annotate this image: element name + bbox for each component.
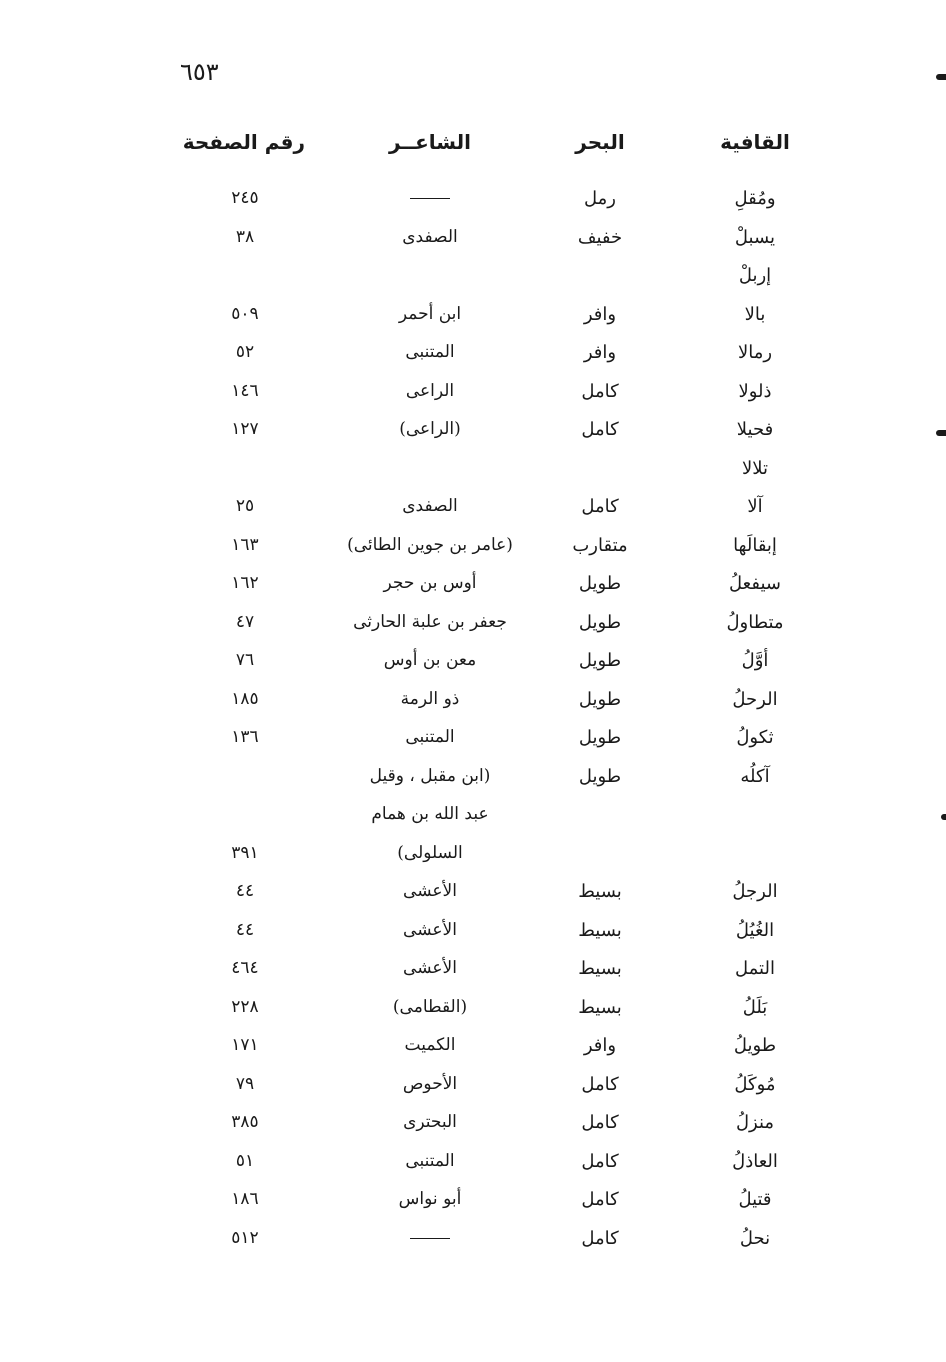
table-row — [0, 952, 946, 991]
table-row — [0, 1029, 946, 1068]
qafiya-cell: أوَّلُ — [741, 650, 769, 671]
poet-cell: عبد الله بن همام — [371, 804, 489, 824]
qafiya-cell: تلالا — [741, 457, 768, 479]
poet-cell: الأحوص — [402, 1073, 458, 1094]
bahr-cell: كامل — [581, 419, 619, 440]
page-cell: ١٧١ — [231, 1035, 259, 1055]
page-cell: ١٨٦ — [231, 1189, 259, 1209]
qafiya-cell: إربلْ — [738, 265, 772, 286]
poet-cell: المتنبى — [405, 1150, 455, 1171]
bahr-cell: كامل — [581, 380, 619, 402]
table-row — [0, 221, 946, 260]
qafiya-cell: متطاولُ — [726, 611, 784, 633]
poet-cell: الأعشى — [403, 919, 457, 940]
poet-cell: السلولى) — [397, 842, 463, 863]
page-cell: ٣٩١ — [231, 842, 259, 863]
qafiya-cell: قتيلُ — [738, 1189, 772, 1210]
page-cell: ٢٥ — [235, 496, 255, 516]
bahr-cell: بسيط — [578, 958, 622, 979]
qafiya-cell: فحيلا — [736, 419, 774, 440]
qafiya-cell: التمل — [735, 958, 775, 979]
poet-cell — [310, 188, 550, 208]
page-cell: ١٣٦ — [231, 727, 259, 747]
page-cell: ٢٢٨ — [231, 996, 259, 1017]
page-cell: ١٢٧ — [231, 419, 259, 439]
qafiya-cell: إبقالَها — [733, 534, 777, 556]
poet-cell: الأعشى — [403, 958, 457, 978]
qafiya-cell: الغُيُلُ — [735, 919, 775, 941]
bahr-cell: كامل — [581, 1227, 619, 1249]
table-row — [0, 490, 946, 529]
poet-cell: أبو نواس — [398, 1189, 462, 1209]
bahr-cell: رمل — [584, 188, 616, 209]
poet-cell: الراعى — [405, 380, 455, 401]
edge-mark — [936, 74, 946, 80]
table-row — [0, 1068, 946, 1107]
qafiya-cell: ثكولُ — [736, 727, 774, 748]
page-cell: ٤٤ — [235, 919, 255, 940]
bahr-cell: كامل — [581, 1073, 619, 1095]
table-row — [0, 606, 946, 645]
page-number: ٦٥٣ — [180, 58, 219, 86]
table-row — [0, 1145, 946, 1184]
page-cell: ٥١٢ — [231, 1227, 259, 1248]
qafiya-cell: آلا — [747, 496, 763, 517]
table-row — [0, 991, 946, 1030]
table-row — [0, 567, 946, 606]
bahr-cell: بسيط — [578, 881, 622, 902]
table-row — [0, 182, 946, 221]
bahr-cell: وافر — [583, 303, 617, 325]
table-row — [0, 375, 946, 414]
page-cell: ٣٨٥ — [231, 1112, 259, 1132]
page-cell: ١٦٢ — [231, 573, 259, 593]
table-row — [0, 1106, 946, 1145]
poet-cell: المتنبى — [405, 342, 455, 362]
dash-mark — [410, 198, 450, 199]
qafiya-cell: آكلُه — [740, 765, 770, 787]
bahr-cell: طويل — [578, 688, 622, 710]
bahr-cell: بسيط — [578, 919, 622, 941]
table-row — [0, 529, 946, 568]
table-row — [0, 1183, 946, 1222]
bahr-cell: طويل — [578, 611, 622, 633]
table-row — [0, 721, 946, 760]
table-row — [0, 259, 946, 298]
poet-cell: (ابن مقبل ، وقيل — [369, 765, 491, 786]
table-row — [0, 875, 946, 914]
page-cell: ٣٨ — [235, 226, 255, 247]
poet-cell: الكميت — [404, 1035, 456, 1055]
bahr-cell: وافر — [583, 342, 617, 363]
table-row — [0, 683, 946, 722]
page-cell: ٥٢ — [235, 342, 255, 362]
bahr-cell: كامل — [581, 496, 619, 517]
poet-cell: جعفر بن علبة الحارثى — [353, 611, 507, 632]
poet-cell: أوس بن حجر — [383, 573, 477, 593]
qafiya-cell: نحلُ — [739, 1227, 771, 1249]
poet-cell: الصفدى — [402, 496, 458, 516]
page-cell: ١٨٥ — [231, 688, 259, 709]
qafiya-cell: منزلُ — [735, 1112, 775, 1133]
qafiya-cell: طويلُ — [733, 1035, 777, 1056]
bahr-cell: طويل — [578, 727, 622, 748]
table-header — [0, 130, 946, 164]
qafiya-cell: سيفعلُ — [729, 573, 781, 594]
page-cell: ٧٩ — [235, 1073, 255, 1094]
table-row — [0, 336, 946, 375]
bahr-cell: خفيف — [577, 226, 623, 248]
qafiya-cell: الرحلُ — [732, 688, 778, 710]
header-poet: الشاعــر — [388, 130, 471, 154]
poet-cell: ذو الرمة — [400, 688, 460, 709]
page-cell: ٢٤٥ — [231, 188, 259, 208]
poet-cell: معن بن أوس — [383, 650, 477, 670]
qafiya-cell: العاذلُ — [732, 1150, 778, 1172]
qafiya-cell: ذلولا — [738, 380, 772, 402]
bahr-cell: متقارب — [572, 534, 628, 556]
bahr-cell: طويل — [578, 650, 622, 671]
table-row — [0, 644, 946, 683]
qafiya-cell: رمالا — [737, 342, 773, 363]
qafiya-cell: بالا — [744, 303, 766, 325]
page-cell: ٧٦ — [235, 650, 255, 670]
page-cell: ١٦٣ — [231, 534, 259, 555]
poet-cell: الصفدى — [402, 226, 458, 247]
bahr-cell: طويل — [578, 573, 622, 594]
poet-cell: الأعشى — [403, 881, 457, 901]
page-cell: ٥١ — [235, 1150, 255, 1171]
bahr-cell: طويل — [578, 765, 622, 787]
table-row — [0, 1222, 946, 1261]
poet-cell: (القطامى) — [392, 996, 468, 1017]
page-cell: ٤٧ — [235, 611, 255, 632]
page-cell: ٤٦٤ — [231, 958, 259, 978]
page-cell: ٥٠٩ — [231, 303, 259, 324]
table-row — [0, 837, 946, 876]
table-row — [0, 760, 946, 799]
page-cell: ٤٤ — [235, 881, 255, 901]
qafiya-cell: مُوكَلُ — [734, 1073, 776, 1095]
qafiya-cell: ومُقلِ — [734, 188, 776, 209]
poet-cell: ابن أحمر — [398, 303, 462, 324]
qafiya-cell: الرجلُ — [732, 881, 778, 902]
poet-cell: المتنبى — [405, 727, 455, 747]
table-body — [0, 182, 946, 1260]
poet-cell: (الراعى) — [399, 419, 461, 439]
qafiya-cell: بَلَلُ — [742, 996, 768, 1018]
bahr-cell: كامل — [581, 1112, 619, 1133]
header-page: رقم الصفحة — [182, 130, 305, 154]
table-row — [0, 914, 946, 953]
table-row — [0, 413, 946, 452]
bahr-cell: وافر — [583, 1035, 617, 1056]
qafiya-cell: يسبلْ — [734, 226, 776, 248]
header-qafiya: القافية — [720, 130, 790, 154]
poet-cell: البحترى — [403, 1112, 457, 1132]
table-row — [0, 452, 946, 491]
dash-mark — [410, 1238, 450, 1239]
poet-cell — [310, 1228, 550, 1248]
table-row — [0, 798, 946, 837]
page-cell: ١٤٦ — [231, 380, 259, 401]
header-bahr: البحر — [575, 130, 625, 154]
bahr-cell: بسيط — [578, 996, 622, 1018]
poet-cell: (عامر بن جوين الطائى) — [347, 534, 513, 555]
table-row — [0, 298, 946, 337]
bahr-cell: كامل — [581, 1150, 619, 1172]
bahr-cell: كامل — [581, 1189, 619, 1210]
